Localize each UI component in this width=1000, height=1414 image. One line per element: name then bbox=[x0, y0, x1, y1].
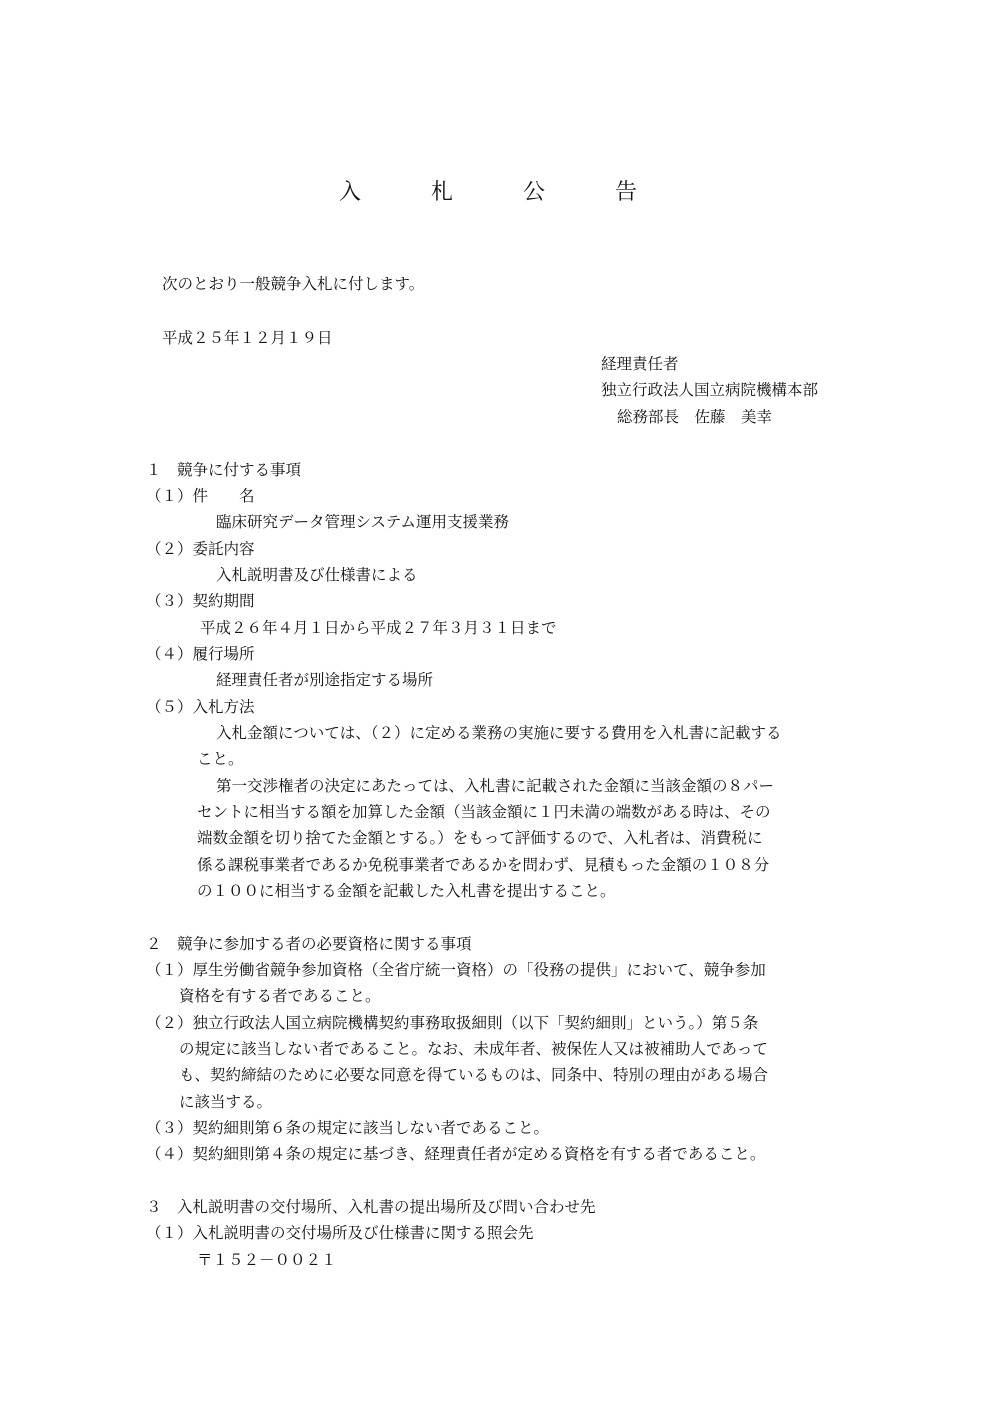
item3-label: （３）契約期間 bbox=[146, 592, 255, 610]
section2-line: の規定に該当しない者であること。なお、未成年者、被保佐人又は被補助人であって bbox=[179, 1040, 768, 1058]
section2-heading: ２ 競争に参加する者の必要資格に関する事項 bbox=[146, 935, 472, 953]
item1-label: （１）件 名 bbox=[146, 487, 255, 505]
section2-line: 資格を有する者であること。 bbox=[179, 987, 381, 1005]
intro-text: 次のとおり一般競争入札に付します。 bbox=[162, 275, 425, 293]
notice-date: 平成２５年１２月１９日 bbox=[162, 329, 333, 347]
postal-code: 〒１５２－００２１ bbox=[197, 1251, 337, 1269]
item5-line: 端数金額を切り捨てた金額とする。）をもって評価するので、入札者は、消費税に bbox=[197, 829, 763, 847]
section3-line: （１）入札説明書の交付場所及び仕様書に関する照会先 bbox=[146, 1224, 534, 1242]
section2-line: （２）独立行政法人国立病院機構契約事務取扱細則（以下「契約細則」という。）第５条 bbox=[146, 1014, 759, 1032]
item5-label: （５）入札方法 bbox=[146, 698, 255, 716]
item5-line: 係る課税事業者であるか免税事業者であるかを問わず、見積もった金額の１０８分 bbox=[197, 856, 770, 874]
item5-line: 第一交渉権者の決定にあたっては、入札書に記載された金額に当該金額の８パー bbox=[216, 777, 775, 795]
section3-heading: ３ 入札説明書の交付場所、入札書の提出場所及び問い合わせ先 bbox=[146, 1198, 596, 1216]
item5-line: の１００に相当する金額を記載した入札書を提出すること。 bbox=[197, 882, 616, 900]
item4-text: 経理責任者が別途指定する場所 bbox=[216, 671, 434, 689]
section2-line: （１）厚生労働省競争参加資格（全省庁統一資格）の「役務の提供」において、競争参加 bbox=[146, 961, 766, 979]
item4-label: （４）履行場所 bbox=[146, 645, 255, 663]
section2-line: も、契約締結のために必要な同意を得ているものは、同条中、特別の理由がある場合 bbox=[179, 1066, 769, 1084]
item5-line: こと。 bbox=[197, 750, 244, 768]
item3-text: 平成２６年４月１日から平成２７年３月３１日まで bbox=[200, 619, 557, 637]
item2-label: （２）委託内容 bbox=[146, 540, 255, 558]
issuer-role: 経理責任者 bbox=[601, 355, 679, 373]
issuer-organization: 独立行政法人国立病院機構本部 bbox=[601, 381, 819, 399]
item2-text: 入札説明書及び仕様書による bbox=[216, 566, 418, 584]
item5-line: セントに相当する額を加算した金額（当該金額に１円未満の端数がある時は、その bbox=[197, 803, 771, 821]
section2-line: （３）契約細則第６条の規定に該当しない者であること。 bbox=[146, 1119, 550, 1137]
section2-line: （４）契約細則第４条の規定に基づき、経理責任者が定める資格を有する者であること。 bbox=[146, 1145, 766, 1163]
item5-line: 入札金額については、（２）に定める業務の実施に要する費用を入札書に記載する bbox=[216, 724, 782, 742]
issuer-person: 総務部長 佐藤 美幸 bbox=[617, 408, 773, 426]
page-title: 入 札 公 告 bbox=[338, 180, 661, 205]
section1-heading: １ 競争に付する事項 bbox=[146, 461, 302, 479]
section2-line: に該当する。 bbox=[179, 1093, 273, 1111]
item1-text: 臨床研究データ管理システム運用支援業務 bbox=[216, 513, 509, 531]
